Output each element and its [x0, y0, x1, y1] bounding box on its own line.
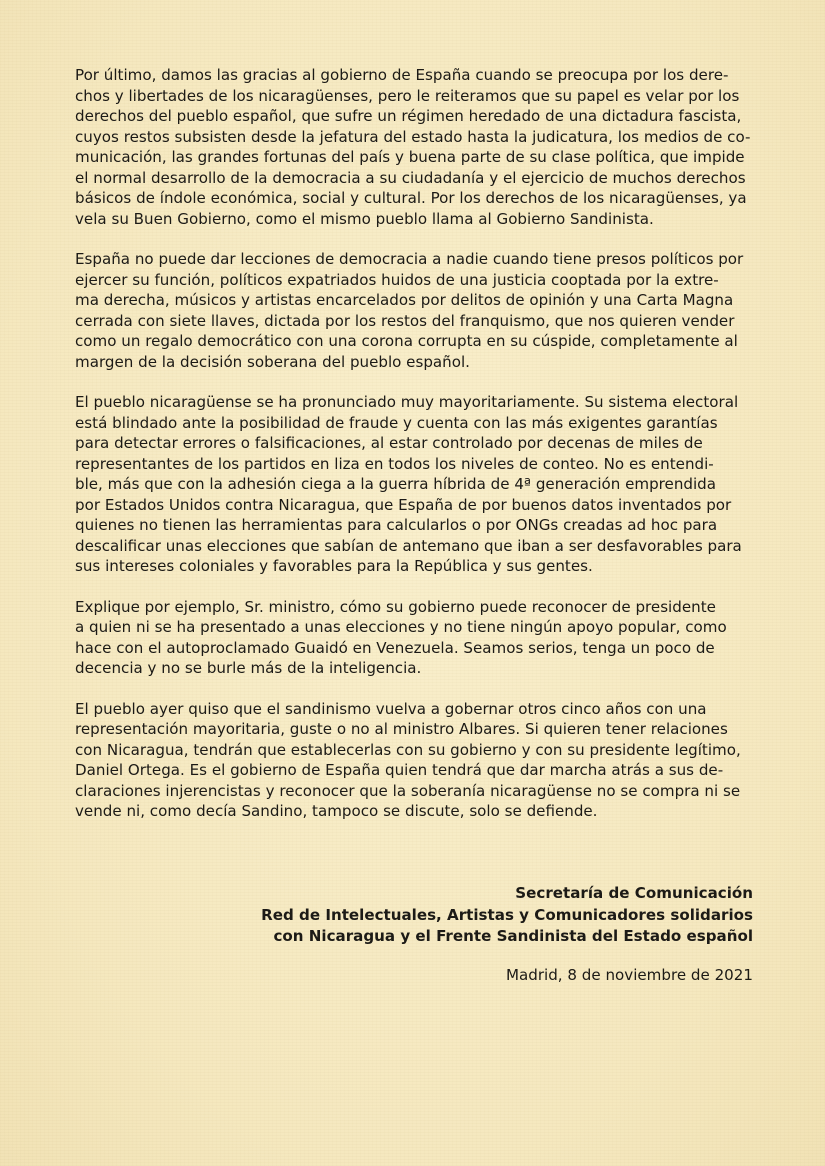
text-line: con Nicaragua, tendrán que establecerlas con su gobierno y con su presidente legítimo, [75, 740, 741, 759]
letter-body [75, 65, 753, 842]
text-line: sus intereses coloniales y favorables para la República y sus gentes. [75, 557, 593, 575]
text-line: margen de la decisión soberana del pueblo español. [75, 352, 470, 371]
signature-date: Madrid, 8 de noviembre de 2021 [505, 965, 753, 984]
paragraph-1 [75, 65, 753, 229]
signature-department: Secretaría de Comunicación [515, 884, 753, 902]
paragraph-3 [75, 392, 753, 577]
text-line: Por último, damos las gracias al gobierno de España cuando se preocupa por los dere- [75, 66, 729, 84]
text-line: a quien ni se ha presentado a unas elecciones y no tiene ningún apoyo popular, como [75, 618, 727, 636]
text-line: municación, las grandes fortunas del país y buena parte de su clase política, que impide [75, 148, 745, 166]
text-line: por Estados Unidos contra Nicaragua, que España de por buenos datos inventados por [75, 495, 732, 514]
text-line: El pueblo nicaragüense se ha pronunciado muy mayoritariamente. Su sistema electoral [75, 393, 739, 411]
text-line: vela su Buen Gobierno, como el mismo pueblo llama al Gobierno Sandinista. [75, 209, 654, 228]
signature-organization: Red de Intelectuales, Artistas y Comunicadores solidarios [261, 905, 753, 924]
text-line: como un regalo democrático con una corona corrupta en su cúspide, completamente al [75, 332, 738, 350]
text-line: quienes no tienen las herramientas para calcularlos o por ONGs creadas ad hoc para [75, 516, 718, 534]
paragraph-5 [75, 699, 753, 822]
text-line: ble, más que con la adhesión ciega a la guerra híbrida de 4ª generación emprendida [75, 475, 717, 493]
text-line: chos y libertades de los nicaragüenses, pero le reiteramos que su papel es velar por los [75, 86, 740, 105]
text-line: representación mayoritaria, guste o no al ministro Albares. Si quieren tener relaciones [75, 720, 728, 738]
text-line: ejercer su función, políticos expatriados huidos de una justicia cooptada por la extre- [75, 270, 719, 289]
text-line: representantes de los partidos en liza en todos los niveles de conteo. No es entendi- [75, 454, 714, 473]
signature-organization-continued: con Nicaragua y el Frente Sandinista del Estado español [273, 927, 753, 945]
text-line: cuyos restos subsisten desde la jefatura del estado hasta la judicatura, los medios de co- [75, 127, 751, 146]
text-line: El pueblo ayer quiso que el sandinismo vuelva a gobernar otros cinco años con una [75, 699, 707, 718]
text-line: básicos de índole económica, social y cultural. Por los derechos de los nicaragüenses, ya [75, 189, 747, 207]
text-line: descalificar unas elecciones que sabían de antemano que iban a ser desfavorables para [75, 536, 742, 555]
text-line: hace con el autoproclamado Guaidó en Venezuela. Seamos serios, tenga un poco de [75, 638, 715, 657]
signature-block [261, 883, 753, 986]
text-line: decencia y no se burle más de la inteligencia. [75, 659, 422, 677]
text-line: para detectar errores o falsificaciones, al estar controlado por decenas de miles de [75, 434, 703, 452]
text-line: España no puede dar lecciones de democracia a nadie cuando tiene presos políticos por [75, 250, 744, 268]
text-line: derechos del pueblo español, que sufre un régimen heredado de una dictadura fascista, [75, 107, 742, 125]
text-line: vende ni, como decía Sandino, tampoco se discute, solo se defiende. [75, 802, 598, 820]
paragraph-2 [75, 249, 753, 372]
paragraph-4 [75, 597, 753, 679]
text-line: cerrada con siete llaves, dictada por los restos del franquismo, que nos quieren vender [75, 311, 735, 330]
text-line: está blindado ante la posibilidad de fraude y cuenta con las más exigentes garantías [75, 413, 718, 432]
text-line: ma derecha, músicos y artistas encarcelados por delitos de opinión y una Carta Magna [75, 291, 734, 309]
text-line: Explique por ejemplo, Sr. ministro, cómo su gobierno puede reconocer de presidente [75, 597, 716, 616]
text-line: Daniel Ortega. Es el gobierno de España quien tendrá que dar marcha atrás a sus de- [75, 761, 724, 779]
text-line: claraciones injerencistas y reconocer que la soberanía nicaragüense no se compra ni se [75, 781, 741, 800]
text-line: el normal desarrollo de la democracia a su ciudadanía y el ejercicio de muchos derechos [75, 168, 746, 187]
